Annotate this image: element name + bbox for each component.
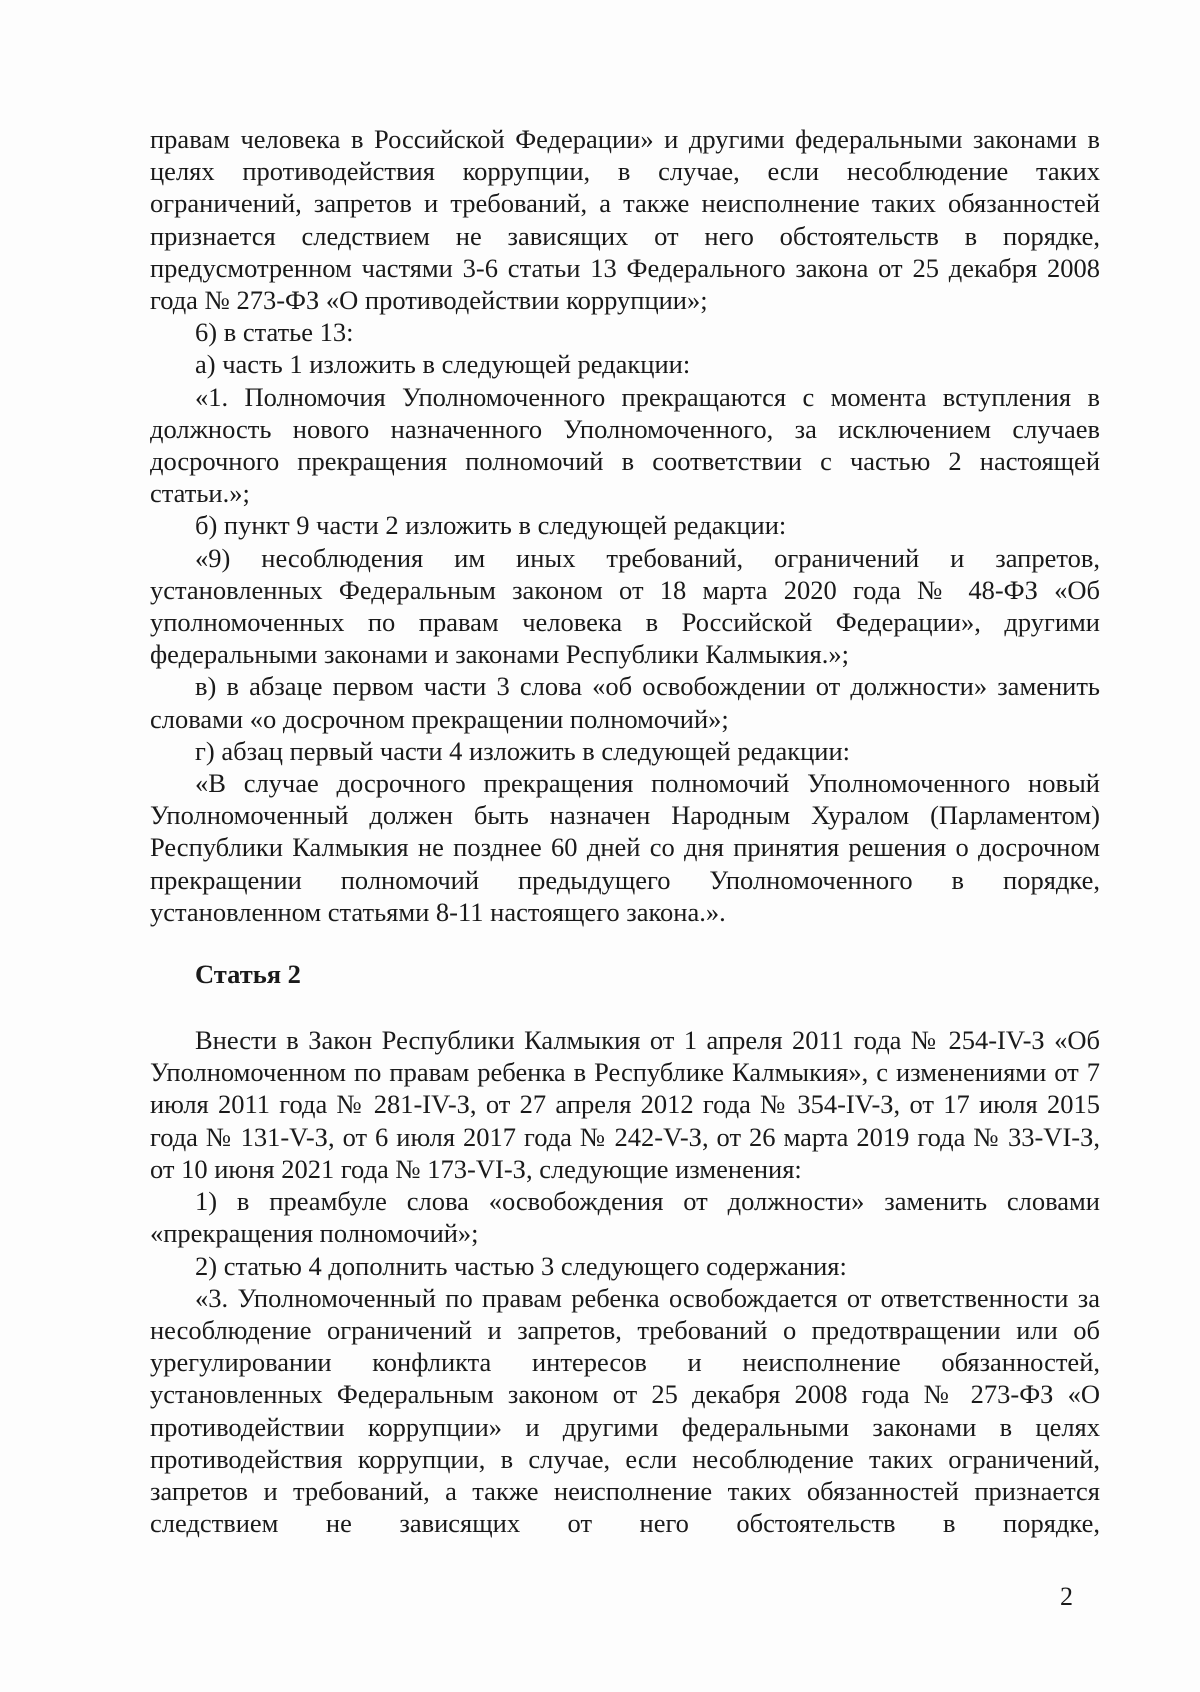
paragraph: б) пункт 9 части 2 изложить в следующей редакции: <box>195 510 787 541</box>
document-body <box>150 123 1100 1539</box>
paragraph: Внести в Закон Республики Калмыкия от 1 апреля 2011 года № 254-IV-З «Об Уполномоченном по правам ребенка в Республике Калмыкия», с изменениями от 7 июля 2011 года № 281-IV-З, от 27 апреля 2012 года № 354-IV-З, от 17 июля 2015 года № 131-V-З, от 6 июля 2017 года № 242-V-З, от 26 марта 2019 года № 33-VI-З, от 10 июня 2021 года № 173-VI-З, следующие изменения: <box>150 1025 1100 1184</box>
paragraph: «9) несоблюдения им иных требований, ограничений и запретов, установленных Федеральным законом от 18 марта 2020 года № 48-ФЗ «Об уполномоченных по правам человека в Российской Федерации», другими федеральными законами и законами Республики Калмыкия.»; <box>150 542 1100 670</box>
page-number: 2 <box>1060 1582 1073 1611</box>
paragraph: г) абзац первый части 4 изложить в следующей редакции: <box>195 735 851 766</box>
paragraph: «В случае досрочного прекращения полномочий Уполномоченного новый Уполномоченный должен быть назначен Народным Хуралом (Парламентом) Республики Калмыкия не позднее 60 дней со дня принятия решения о досрочном прекращении полномочий предыдущего Уполномоченного в порядке, установленном статьями 8-11 настоящего закона.». <box>150 768 1100 927</box>
paragraph: 6) в статье 13: <box>195 317 354 348</box>
paragraph: «3. Уполномоченный по правам ребенка освобождается от ответственности за несоблюдение ограничений и запретов, требований о предотвращении или об урегулировании конфликта интересов и неисполнение обязанностей, установленных Федеральным законом от 25 декабря 2008 года № 273-ФЗ «О противодействии коррупции» и другими федеральными законами в целях противодействия коррупции, в случае, если несоблюдение таких ограничений, запретов и требований, а также неисполнение таких обязанностей признается следствием не зависящих от него обстоятельств в порядке, <box>150 1282 1100 1539</box>
spacer <box>150 928 1100 958</box>
spacer <box>150 990 1100 1024</box>
paragraph: «1. Полномочия Уполномоченного прекращаются с момента вступления в должность нового назначенного Уполномоченного, за исключением случаев досрочного прекращения полномочий в соответствии с частью 2 настоящей статьи.»; <box>150 381 1100 509</box>
paragraph: правам человека в Российской Федерации» и другими федеральными законами в целях противодействия коррупции, в случае, если несоблюдение таких ограничений, запретов и требований, а также неисполнение таких обязанностей признается следствием не зависящих от него обстоятельств в порядке, предусмотренном частями 3-6 статьи 13 Федерального закона от 25 декабря 2008 года № 273-ФЗ «О противодействии коррупции»; <box>150 124 1100 316</box>
paragraph: 2) статью 4 дополнить частью 3 следующего содержания: <box>195 1250 847 1281</box>
article-heading: Статья 2 <box>195 959 301 990</box>
paragraph: 1) в преамбуле слова «освобождения от должности» заменить словами «прекращения полномочий»; <box>150 1186 1100 1249</box>
paragraph: а) часть 1 изложить в следующей редакции: <box>195 349 691 380</box>
paragraph: в) в абзаце первом части 3 слова «об освобождении от должности» заменить словами «о досрочном прекращении полномочий»; <box>150 671 1100 734</box>
